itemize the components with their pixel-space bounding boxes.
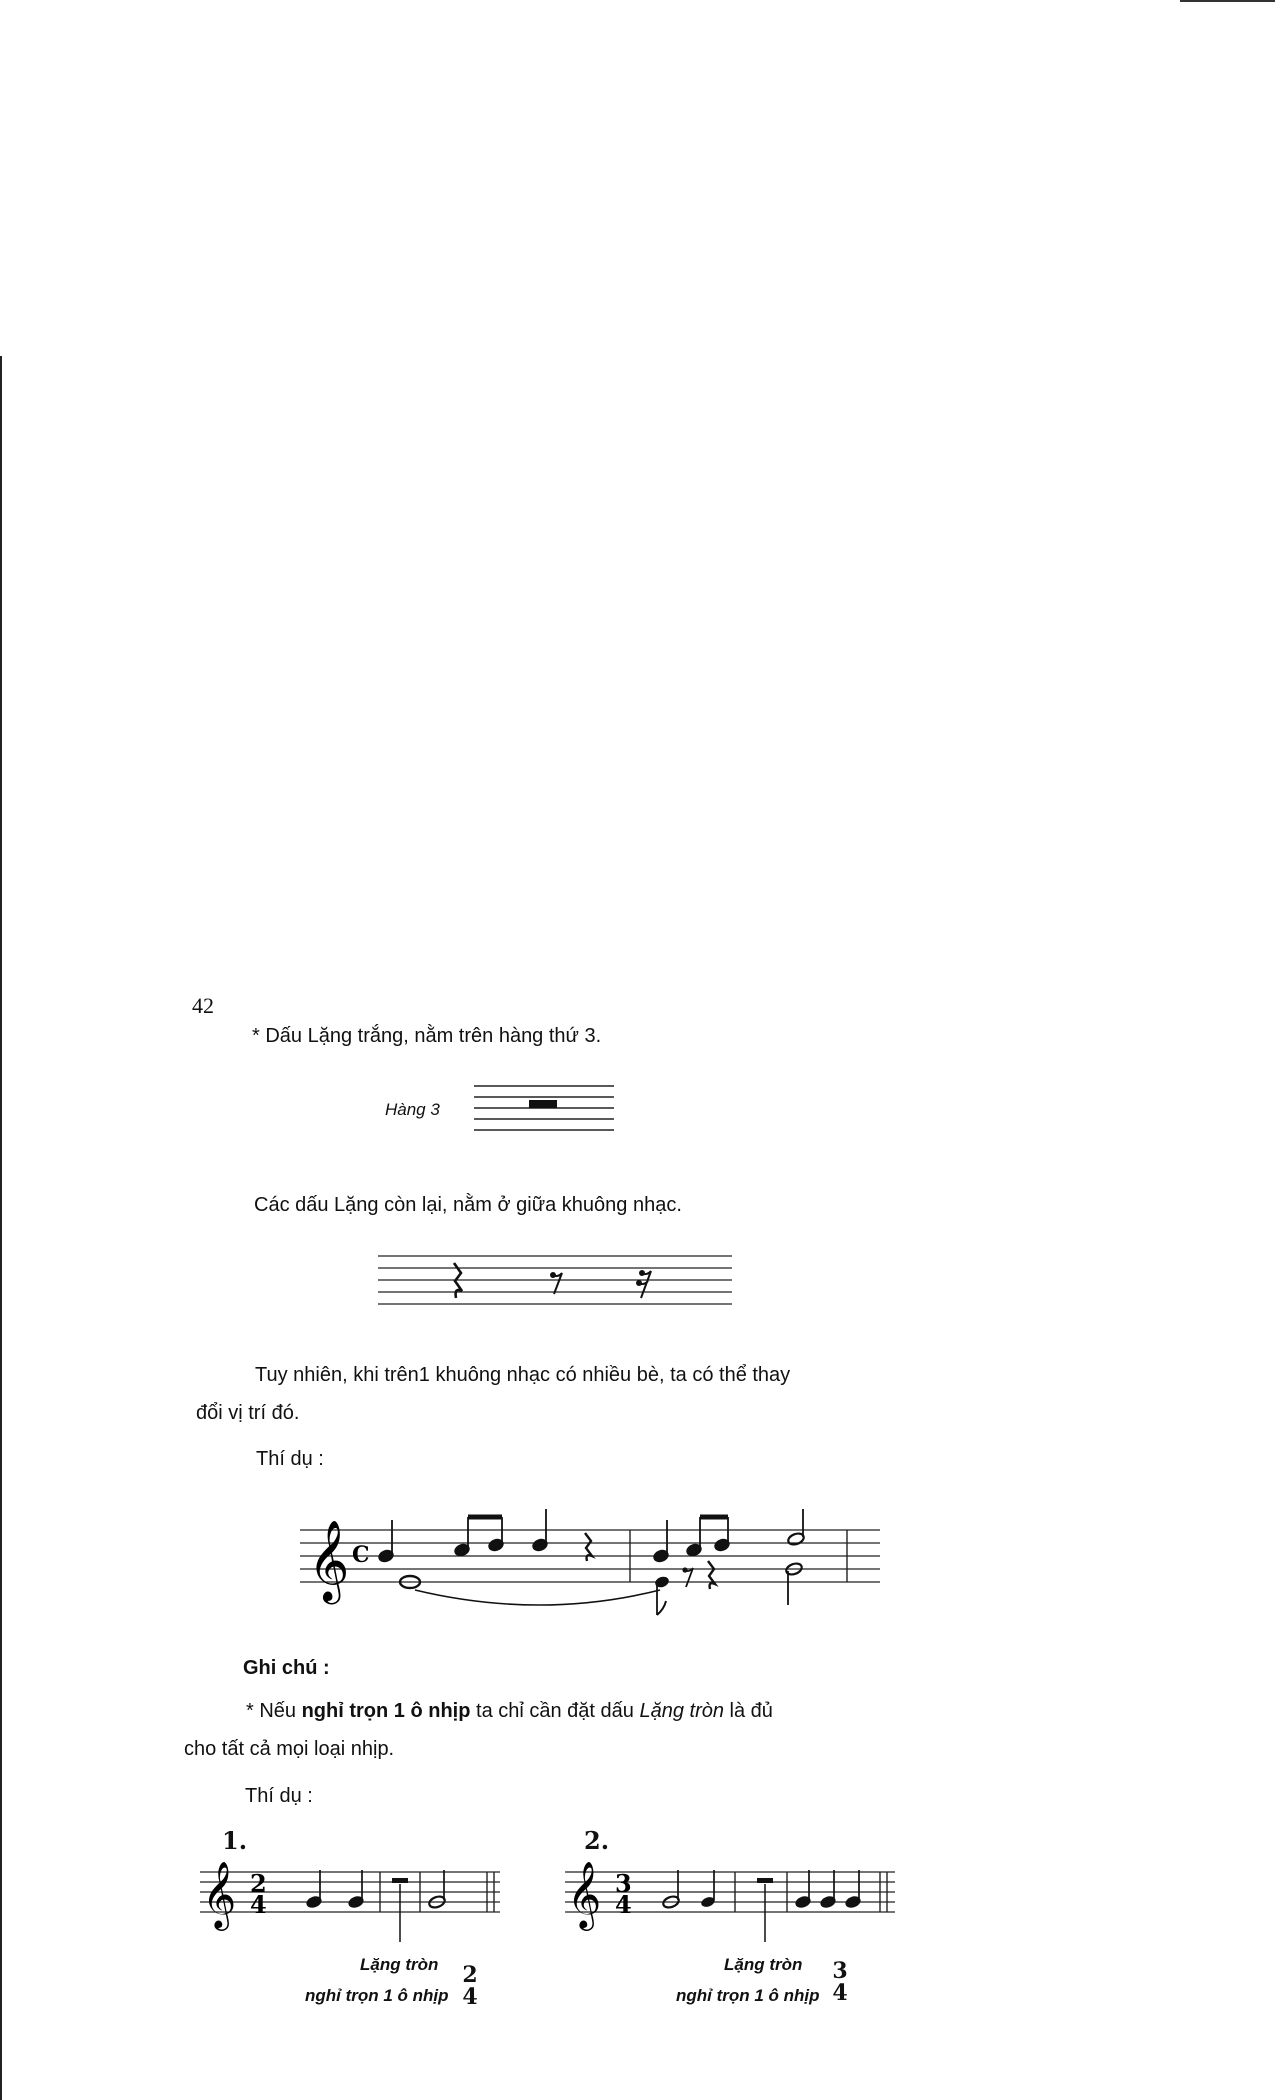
page-number: 42 [192,993,214,1018]
example-a-number: 1. [222,1826,248,1855]
example-b-ts-top: 3 [615,1869,632,1898]
example-label-1: Thí dụ : [256,1448,324,1470]
treble-clef-icon [567,1860,601,1931]
example-b-ts-bottom: 4 [615,1890,632,1919]
example-a-caption-2: nghỉ trọn 1 ô nhịp [305,1986,449,2005]
example-b-fraction-bottom: 4 [832,1980,848,2006]
example-a-ts-bottom: 4 [250,1890,267,1919]
note-end-text: là đủ [729,1700,773,1722]
two-voice-staff-example [300,1505,885,1630]
example-a-ts-top: 2 [250,1869,267,1898]
rests-middle-staff-figure [378,1254,732,1310]
example-a-caption-1: Lặng tròn [360,1955,439,1974]
svg-text:𝄞: 𝄞 [202,1860,237,1928]
note-mid-text: ta chỉ cần đặt dấu [476,1700,634,1722]
example-label-2: Thí dụ : [245,1785,313,1807]
scan-edge-top [1180,0,1275,2]
example-b-fraction [832,1960,848,2004]
paragraph-line-2: đổi vị trí đó. [196,1402,300,1424]
whole-rest-symbol [757,1878,773,1883]
example-b-caption-1: Lặng tròn [724,1955,803,1974]
note-paragraph-line-1 [246,1692,773,1730]
note-paragraph-line-2: cho tất cả mọi loại nhịp. [184,1738,395,1760]
example-b-number: 2. [584,1826,610,1855]
svg-text:𝄞: 𝄞 [308,1519,350,1601]
scan-edge-left [0,356,2,2100]
svg-text:𝄞: 𝄞 [567,1860,602,1928]
note-bold-text: nghỉ trọn 1 ô nhịp [301,1700,471,1722]
half-rest-staff-figure [474,1080,614,1140]
line-3-label: Hàng 3 [385,1100,440,1119]
note-heading: Ghi chú : [243,1657,330,1679]
half-rest-sentence [252,1017,601,1055]
treble-clef-icon [308,1519,349,1604]
sixteenth-rest-symbol [636,1270,651,1298]
example-a-fraction-top: 2 [462,1962,478,1988]
whole-rest-symbol [392,1878,408,1883]
example-a-fraction [462,1964,478,2008]
other-rests-sentence: Các dấu Lặng còn lại, nằm ở giữa khuông nhạc. [254,1194,682,1216]
treble-clef-icon [202,1860,236,1931]
example-b-staff [565,1850,905,1960]
example-a-fraction-bottom: 4 [462,1984,478,2010]
paragraph-line-1: Tuy nhiên, khi trên1 khuông nhạc có nhiều bè, ta có thể thay [255,1364,791,1386]
example-b-caption-2: nghỉ trọn 1 ô nhịp [676,1986,820,2005]
half-rest-symbol [529,1100,557,1108]
eighth-rest-symbol [550,1272,562,1294]
note-star-text: * Nếu [246,1700,297,1722]
example-b-fraction-top: 3 [832,1958,848,1984]
common-time-signature: C [352,1542,370,1568]
note-italic-text: Lặng tròn [639,1700,724,1722]
half-rest-text: * Dấu Lặng trắng, nằm trên hàng thứ 3. [252,1025,602,1047]
example-a-staff [200,1850,510,1960]
